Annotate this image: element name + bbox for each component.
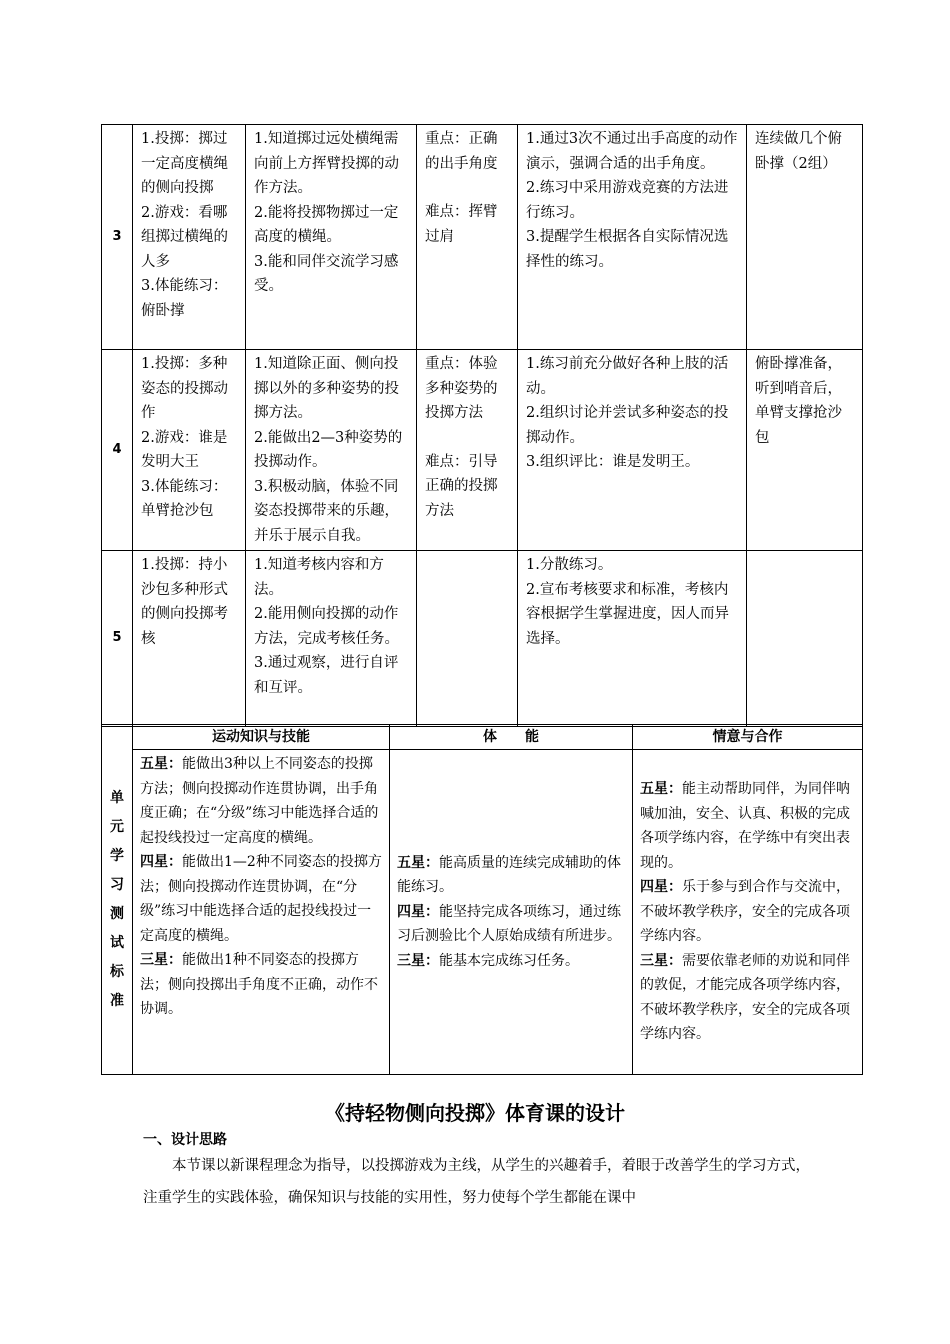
- unit-test-standard-table: [101, 724, 863, 1075]
- star-level: 三星：: [640, 952, 682, 969]
- standard-label: 单元学习测试标准: [102, 725, 133, 1075]
- lesson-row-3: [102, 125, 863, 350]
- lesson-methods: [518, 125, 747, 350]
- lesson-number: 3: [102, 125, 133, 350]
- content-item: 3.体能练习：俯卧撑: [141, 278, 228, 319]
- lesson-key-points: [417, 125, 518, 350]
- section-heading: 一、设计思路: [143, 1132, 227, 1148]
- lesson-objectives: [246, 551, 417, 727]
- objective-item: 2.能用侧向投掷的动作方法，完成考核任务。: [254, 606, 399, 647]
- criteria-text: 能基本完成练习任务。: [439, 952, 579, 969]
- objective-item: 1.知道考核内容和方法。: [254, 557, 384, 598]
- star-level: 五星：: [397, 854, 439, 871]
- header-fitness: 体 能: [390, 725, 633, 750]
- header-cooperation: 情意与合作: [633, 725, 863, 750]
- criteria-text: 能做出3种以上不同姿态的投掷方法；侧向投掷动作连贯协调，出手角度正确；在“分级”练习中能选择合适的起投线投过一定高度的横绳。: [140, 756, 379, 846]
- method-item: 1.分散练习。: [526, 557, 613, 573]
- star-level: 四星：: [140, 854, 182, 870]
- method-item: 3.提醒学生根据各自实际情况选择性的练习。: [526, 229, 729, 270]
- lesson-number: 4: [102, 350, 133, 551]
- objective-item: 3.能和同伴交流学习感受。: [254, 253, 399, 294]
- objective-item: 1.知道掷过远处横绳需向前上方挥臂投掷的动作方法。: [254, 131, 399, 196]
- lesson-methods: [518, 551, 747, 727]
- content-item: 2.游戏：谁是发明大王: [141, 429, 228, 470]
- lesson-content: [133, 350, 246, 551]
- objective-item: 2.能将投掷物掷过一定高度的横绳。: [254, 204, 399, 245]
- lesson-row-5: [102, 551, 863, 727]
- star-level: 四星：: [640, 879, 682, 896]
- header-knowledge: 运动知识与技能: [133, 725, 390, 750]
- content-item: 2.游戏：看哪组掷过横绳的人多: [141, 204, 228, 270]
- criteria-text: 能高质量的连续完成辅助的体能练习。: [397, 854, 621, 896]
- star-level: 四星：: [397, 903, 439, 920]
- method-item: 1.通过3次不通过出手高度的动作演示，强调合适的出手角度。: [526, 131, 738, 172]
- lesson-methods: [518, 350, 747, 551]
- criteria-text: 乐于参与到合作与交流中，不破坏教学秩序，安全的完成各项学练内容。: [640, 879, 850, 945]
- difficulty: 难点：挥臂过肩: [425, 204, 498, 245]
- criteria-text: 需要依靠老师的劝说和同伴的敦促，才能完成各项学练内容，不破坏教学秩序，安全的完成各项学练内容。: [640, 952, 850, 1043]
- key-point: 重点：正确的出手角度: [425, 131, 498, 172]
- criteria-text: 能做出1—2种不同姿态的投掷方法；侧向投掷动作连贯协调，在“分级”练习中能选择合适的起投线投过一定高度的横绳。: [140, 854, 382, 944]
- difficulty: 难点：引导正确的投掷方法: [425, 453, 498, 519]
- lesson-notes: 俯卧撑准备，听到哨音后，单臂支撑抢沙包: [747, 350, 863, 551]
- lesson-key-points: [417, 350, 518, 551]
- key-point: 重点：体验多种姿势的投掷方法: [425, 356, 498, 421]
- objective-item: 2.能做出2—3种姿势的投掷动作。: [254, 429, 403, 470]
- star-level: 三星：: [140, 952, 182, 968]
- method-item: 2.宣布考核要求和标准，考核内容根据学生掌握进度，因人而异选择。: [526, 581, 729, 647]
- method-item: 2.组织讨论并尝试多种姿态的投掷动作。: [526, 405, 729, 446]
- knowledge-criteria: [133, 750, 390, 1075]
- criteria-text: 能主动帮助同伴，为同伴呐喊加油，安全、认真、积极的完成各项学练内容，在学练中有突出表现的。: [640, 781, 850, 871]
- cooperation-criteria: [633, 750, 863, 1075]
- objective-item: 1.知道除正面、侧向投掷以外的多种姿势的投掷方法。: [254, 356, 399, 421]
- lesson-number: 5: [102, 551, 133, 727]
- star-level: 三星：: [397, 952, 439, 969]
- objective-item: 3.积极动脑，体验不同姿态投掷带来的乐趣，并乐于展示自我。: [254, 478, 399, 544]
- lesson-row-4: [102, 350, 863, 551]
- lesson-objectives: [246, 350, 417, 551]
- lesson-content: [133, 125, 246, 350]
- lesson-plan-table: [101, 124, 863, 727]
- lesson-notes: 连续做几个俯卧撑（2组）: [747, 125, 863, 350]
- star-level: 五星：: [640, 781, 682, 798]
- method-item: 3.组织评比：谁是发明王。: [526, 454, 700, 470]
- lesson-content: [133, 551, 246, 727]
- star-level: 五星：: [140, 756, 182, 772]
- fitness-criteria: [390, 750, 633, 1075]
- criteria-text: 能做出1种不同姿态的投掷方法；侧向投掷出手角度不正确，动作不协调。: [140, 952, 378, 1017]
- content-item: 3.体能练习：单臂抢沙包: [141, 478, 228, 519]
- method-item: 2.练习中采用游戏竞赛的方法进行练习。: [526, 180, 729, 221]
- lesson-notes: [747, 551, 863, 727]
- content-item: 1.投掷：掷过一定高度横绳的侧向投掷: [141, 131, 228, 196]
- objective-item: 3.通过观察，进行自评和互评。: [254, 655, 399, 696]
- method-item: 1.练习前充分做好各种上肢的活动。: [526, 356, 729, 397]
- document-title: 《持轻物侧向投掷》体育课的设计: [325, 1101, 625, 1125]
- criteria-text: 能坚持完成各项练习，通过练习后测验比个人原始成绩有所进步。: [397, 903, 621, 945]
- lesson-objectives: [246, 125, 417, 350]
- body-paragraph: 本节课以新课程理念为指导，以投掷游戏为主线，从学生的兴趣着手，着眼于改善学生的学习方式，注重学生的实践体验，确保知识与技能的实用性，努力使每个学生都能在课中: [143, 1158, 810, 1206]
- content-item: 1.投掷：持小沙包多种形式的侧向投掷考核: [141, 557, 228, 647]
- content-item: 1.投掷：多种姿态的投掷动作: [141, 356, 228, 421]
- lesson-key-points: [417, 551, 518, 727]
